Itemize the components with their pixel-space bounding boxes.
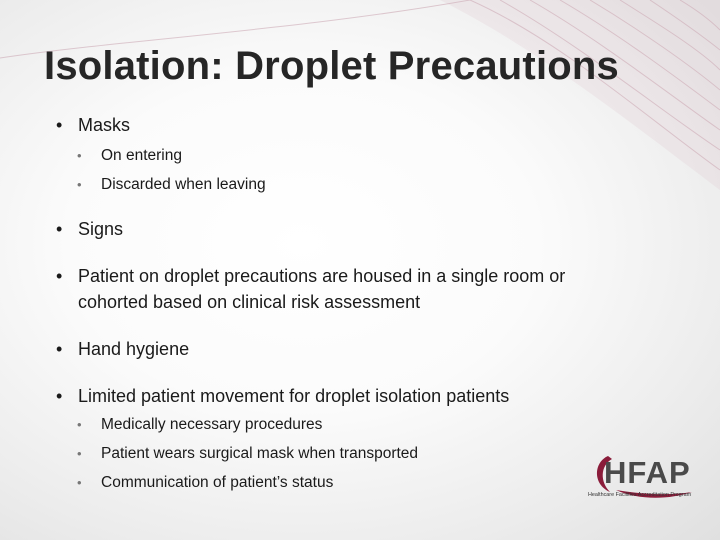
sub-bullet-marker: • [77,417,82,432]
bullet-marker: • [56,219,63,239]
bullet-item-movement [56,383,510,409]
bullet-item-signs [56,216,124,242]
bullet-text: Signs [78,219,124,239]
bullet-item-hand-hygiene [56,336,190,362]
sub-bullet-marker: • [77,475,82,490]
sub-bullet-text: Patient wears surgical mask when transported [101,445,419,462]
logo-tagline: Healthcare Facilities Accreditation Program [588,492,692,498]
sub-bullet-text: Discarded when leaving [101,176,266,193]
bullet-text: Limited patient movement for droplet isolation patients [78,386,510,406]
sub-bullet-text: Communication of patient’s status [101,474,334,491]
bullet-marker: • [56,386,63,406]
bullet-item-masks [56,112,131,138]
sub-bullet-marker: • [77,148,82,163]
bullet-item-housing [56,263,678,315]
sub-bullet-marker: • [77,177,82,192]
sub-bullet-marker: • [77,446,82,461]
slide-title: Isolation: Droplet Precautions [44,44,619,88]
sub-bullet-item [77,414,323,436]
sub-bullet-item [77,443,419,465]
bullet-text: Hand hygiene [78,339,190,359]
sub-bullet-item [77,472,334,494]
bullet-marker: • [56,339,63,359]
bullet-text: Masks [78,115,131,135]
sub-bullet-text: On entering [101,147,182,164]
bullet-marker: • [56,266,63,286]
bullet-marker: • [56,115,63,135]
sub-bullet-item [77,145,182,167]
sub-bullet-item [77,174,266,196]
logo-wordmark: HFAP [604,455,691,490]
bullet-text-line1: Patient on droplet precautions are housed in a single room or [78,266,566,286]
sub-bullet-text: Medically necessary procedures [101,416,323,433]
bullet-text-line2: cohorted based on clinical risk assessment [78,292,421,312]
